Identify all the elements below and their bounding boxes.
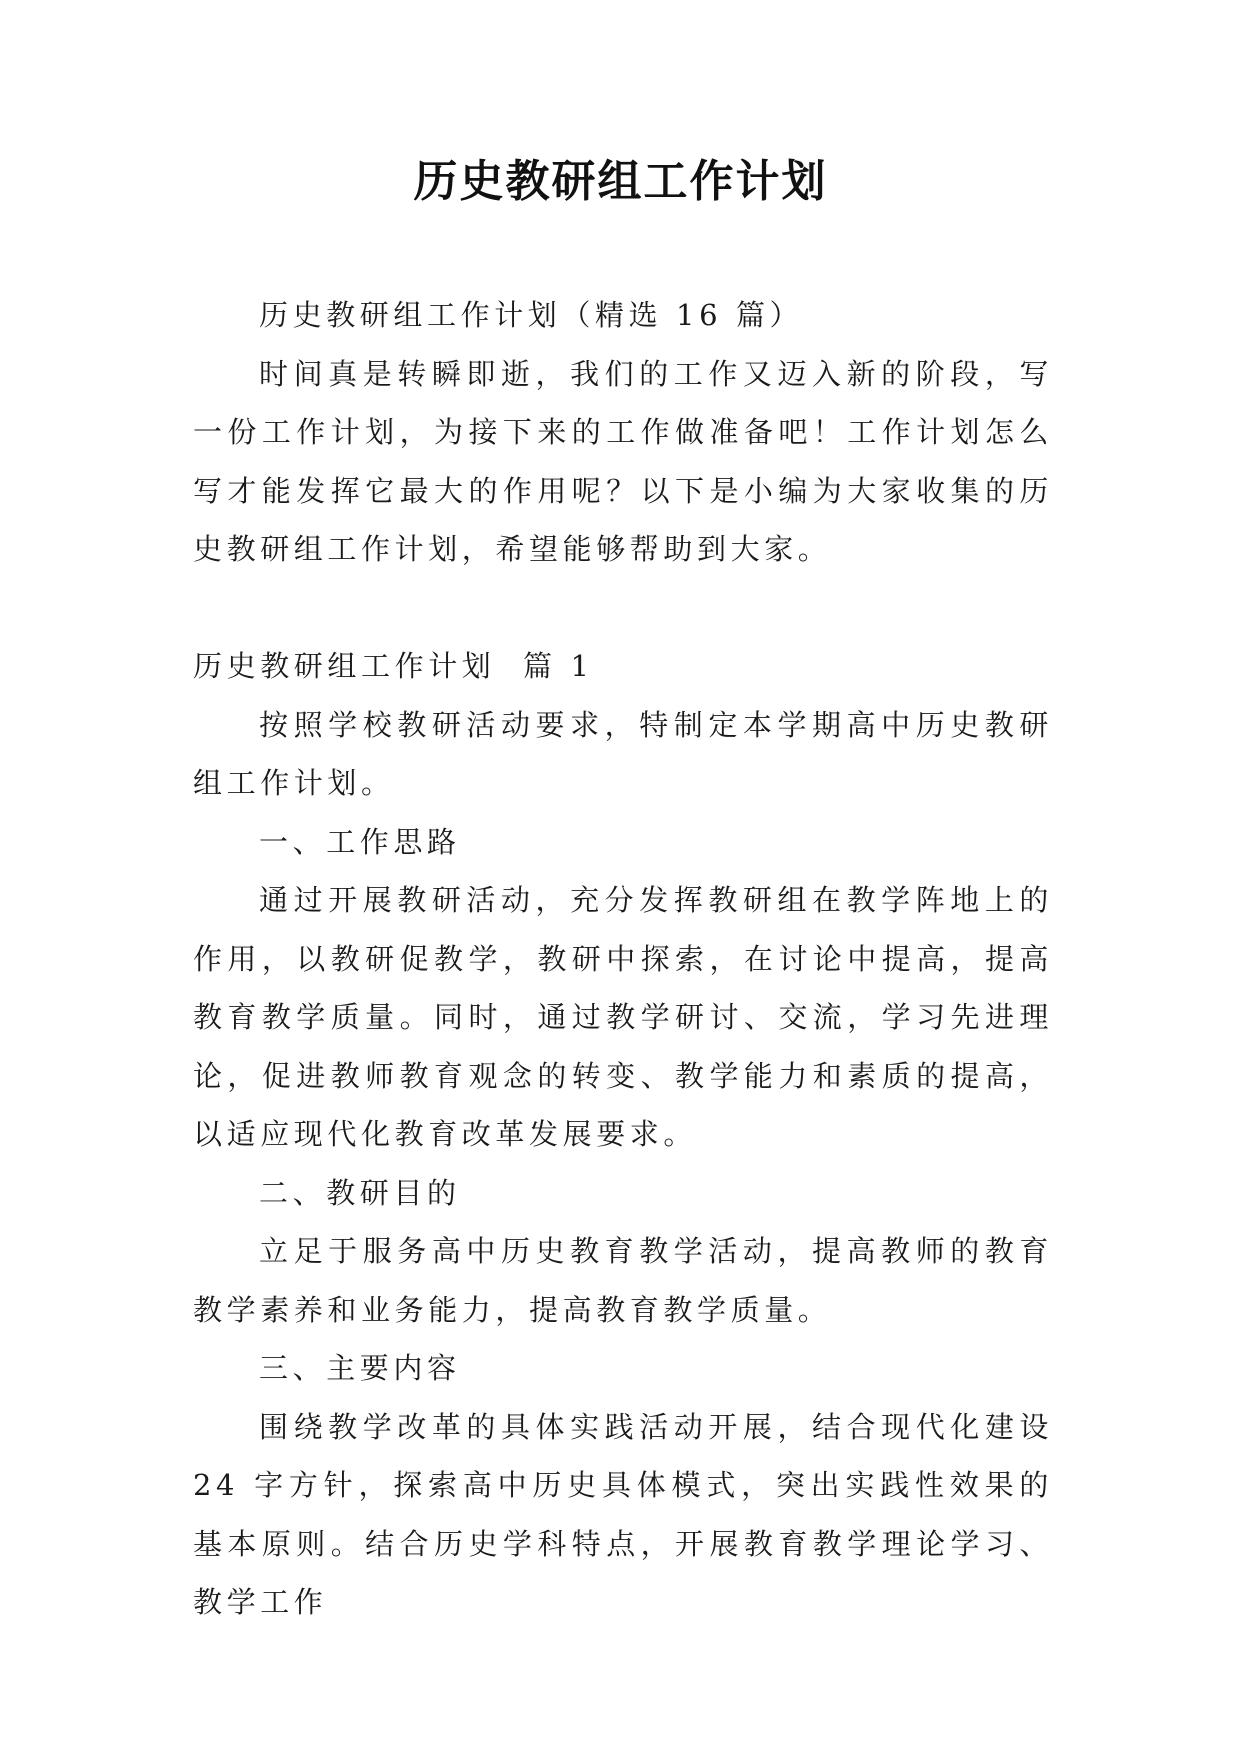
body-paragraph: 立足于服务高中历史教育教学活动，提高教师的教育教学素养和业务能力，提高教育教学质量。 [193,1234,1053,1327]
document-body [193,286,1053,1632]
subsection-heading: 一、工作思路 [259,824,461,859]
body-paragraph: 按照学校教研活动要求，特制定本学期高中历史教研组工作计划。 [193,707,1053,800]
subsection-heading: 三、主要内容 [259,1351,461,1385]
section-heading: 历史教研组工作计划 篇 1 [193,649,594,683]
intro-paragraph: 时间真是转瞬即逝，我们的工作又迈入新的阶段，写一份工作计划，为接下来的工作做准备吧！工作计划怎么写才能发挥它最大的作用呢？以下是小编为大家收集的历史教研组工作计划，希望能够帮助到大家。 [193,356,1053,566]
subtitle-line: 历史教研组工作计划（精选 16 篇） [259,298,804,332]
body-paragraph: 围绕教学改革的具体实践活动开展，结合现代化建设 24 字方针，探索高中历史具体模式，突出实践性效果的基本原则。结合历史学科特点，开展教育教学理论学习、教学工作 [193,1409,1053,1619]
subsection-heading: 二、教研目的 [259,1175,461,1210]
body-paragraph: 通过开展教研活动，充分发挥教研组在教学阵地上的作用，以教研促教学，教研中探索，在讨论中提高，提高教育教学质量。同时，通过教学研讨、交流，学习先进理论，促进教师教育观念的转变、教学能力和素质的提高，以适应现代化教育改革发展要求。 [193,883,1053,1151]
document-title: 历史教研组工作计划 [413,156,828,207]
paragraph-spacer [193,579,1053,638]
